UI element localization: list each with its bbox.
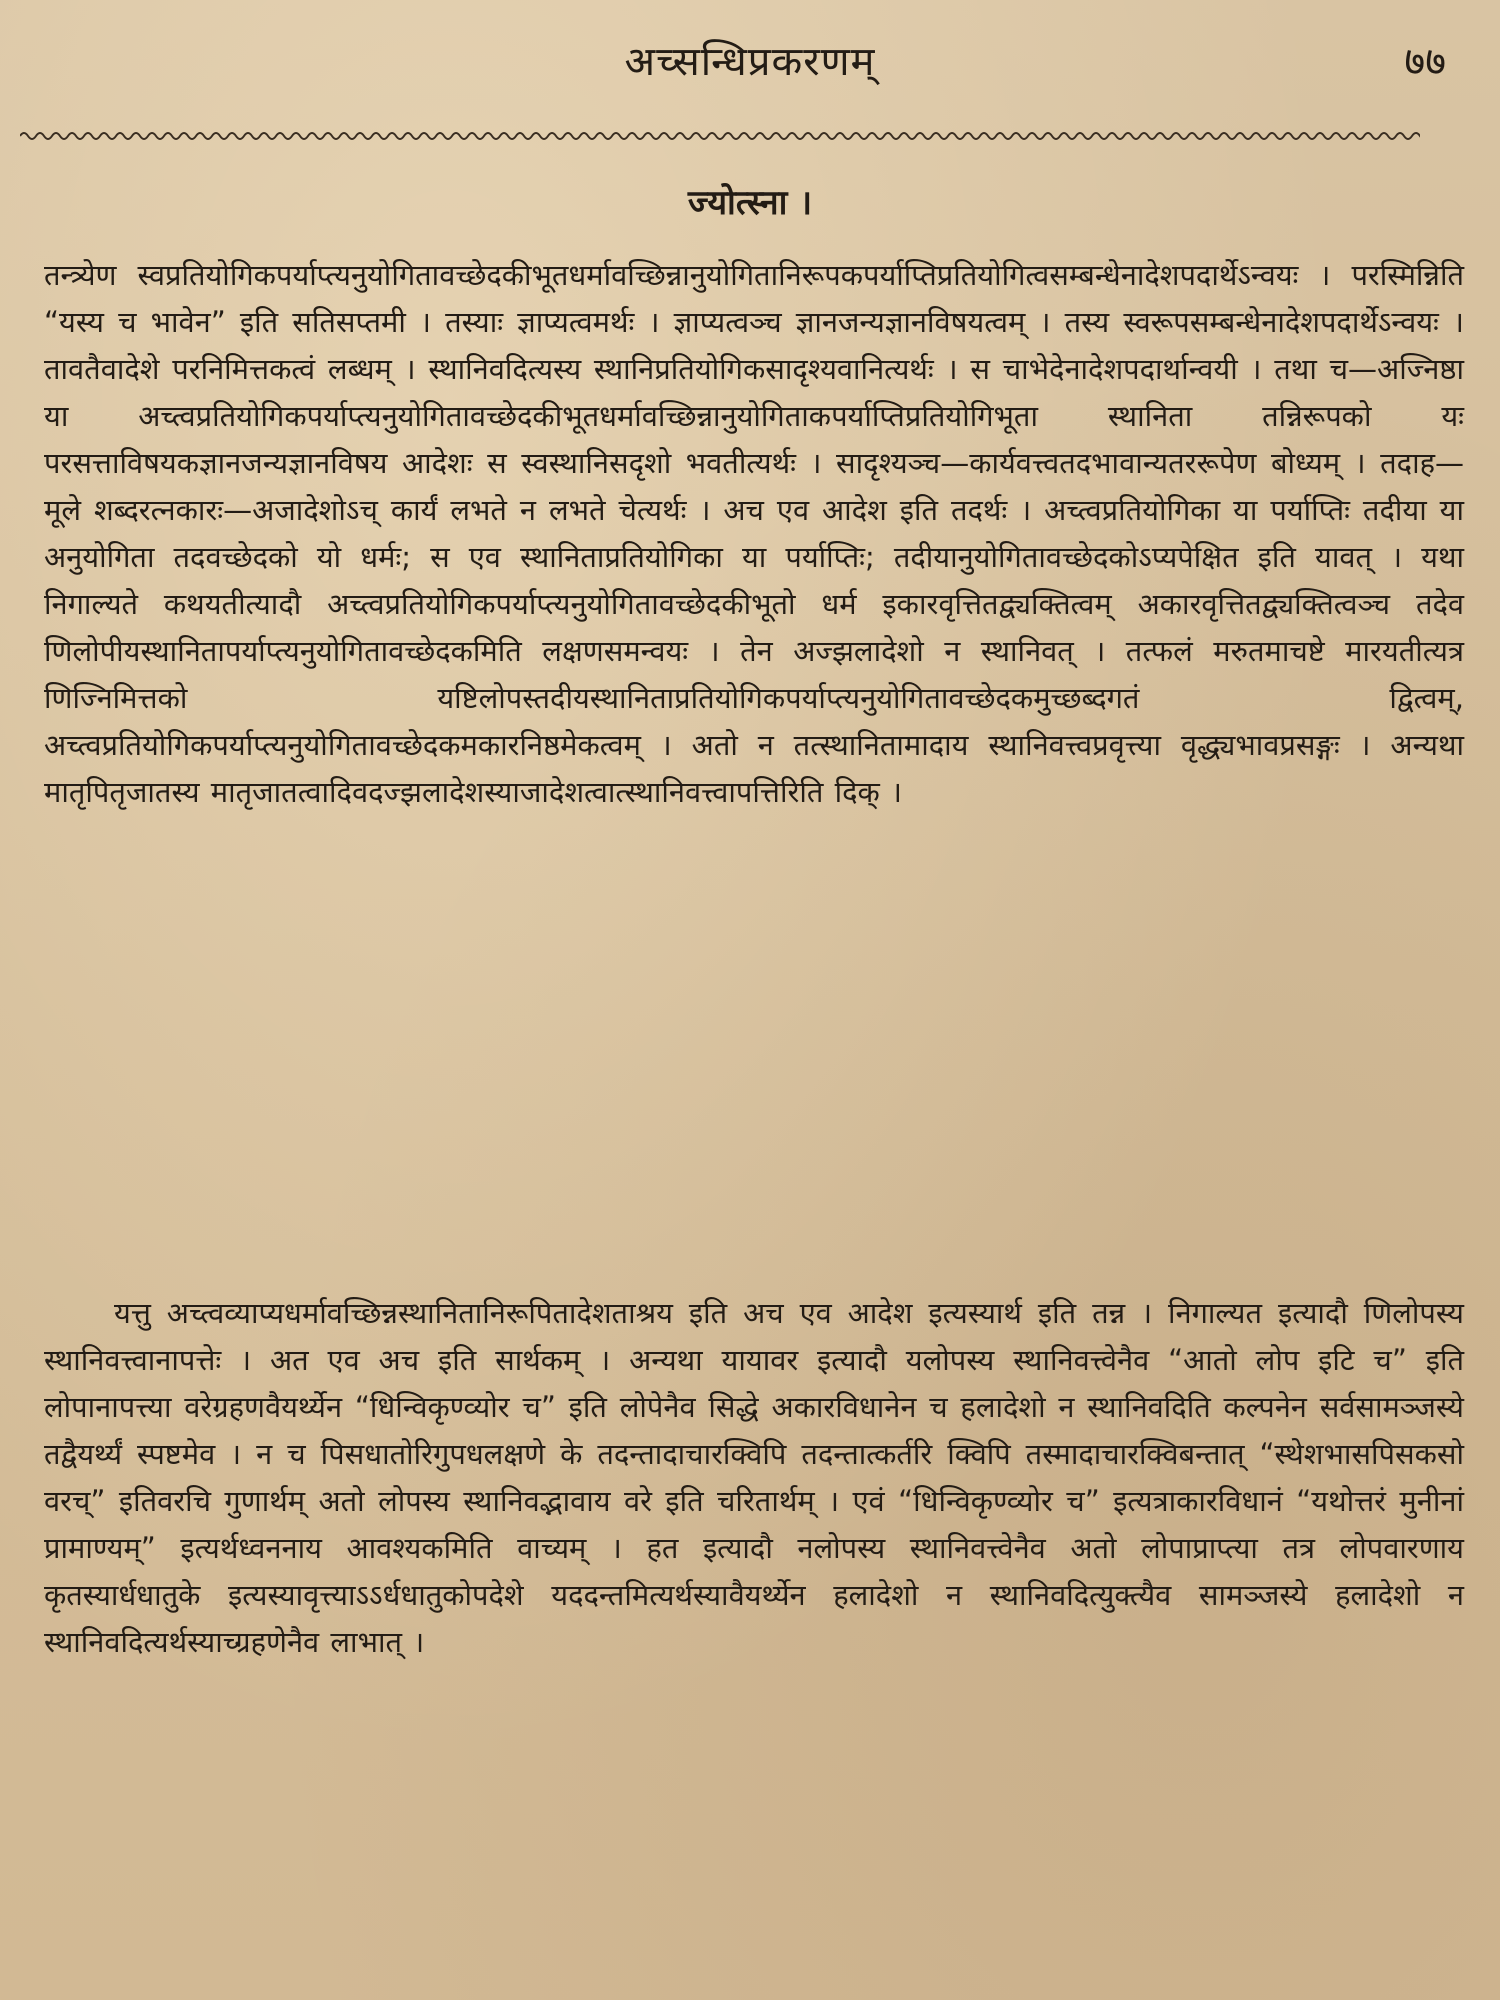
paragraph-2: यत्तु अच्त्वव्याप्यधर्मावच्छिन्नस्थानितानिरूपितादेशताश्रय इति अच एव आदेश इत्यस्यार्थ इति तन्न । निगाल्यत इत्यादौ णिलोपस्य स्थानिवत्त्वानापत्तेः । अत एव अच इति सार्थकम् । अन्यथा यायावर इत्यादौ यलोपस्य स्थानिवत्त्वेनैव “आतो लोप इटि च” इति लोपानापत्त्या वरेग्रहणवैयर्थ्येन “धिन्विकृण्व्योर च” इति लोपेनैव सिद्धे अकारविधानेन च हलादेशो न स्थानिवदिति कल्पनेन सर्वसामञ्जस्ये तद्वैयर्थ्यं स्पष्टमेव । न च पिसधातोरिगुपधलक्षणे के तदन्तादाचारक्विपि तदन्तात्कर्तरि क्विपि तस्मादाचारक्विबन्तात् “स्थेशभासपिसकसो वरच्” इतिवरचि गुणार्थम् अतो लोपस्य स्थानिवद्भावाय वरे इति चरितार्थम् । एवं “धिन्विकृण्व्योर च” इत्यत्राकारविधानं “यथोत्तरं मुनीनां प्रामाण्यम्” इत्यर्थध्वननाय आवश्यकमिति वाच्यम् । हत इत्यादौ नलोपस्य स्थानिवत्त्वेनैव अतो लोपाप्राप्त्या तत्र लोपवारणाय कृतस्यार्धधातुके इत्यस्यावृत्त्याऽऽर्धधातुकोपदेशे यददन्तमित्यर्थस्यावैयर्थ्येन हलादेशो न स्थानिवदित्युक्त्यैव सामञ्जस्ये हलादेशो न स्थानिवदित्यर्थस्याच्ग्रहणेनैव लाभात् ।	[44, 1296, 1464, 1659]
running-head	[0, 26, 1500, 96]
paragraph-1: तन्त्र्येण स्वप्रतियोगिकपर्याप्त्यनुयोगितावच्छेदकीभूतधर्मावच्छिन्नानुयोगितानिरूपकपर्याप्तिप्रतियोगित्वसम्बन्धेनादेशपदार्थेऽन्वयः । परस्मिन्निति “यस्य च भावेन” इति सतिसप्तमी । तस्याः ज्ञाप्यत्वमर्थः । ज्ञाप्यत्वञ्च ज्ञानजन्यज्ञानविषयत्वम् । तस्य स्वरूपसम्बन्धेनादेशपदार्थेऽन्वयः । तावतैवादेशे परनिमित्तकत्वं लब्धम् । स्थानिवदित्यस्य स्थानिप्रतियोगिकसादृश्यवानित्यर्थः । स चाभेदेनादेशपदार्थान्वयी । तथा च—अज्निष्ठा या अच्त्वप्रतियोगिकपर्याप्त्यनुयोगितावच्छेदकीभूतधर्मावच्छिन्नानुयोगिताकपर्याप्तिप्रतियोगिभूता स्थानिता तन्निरूपको यः परसत्ताविषयकज्ञानजन्यज्ञानविषय आदेशः स स्वस्थानिसदृशो भवतीत्यर्थः । सादृश्यञ्च—कार्यवत्त्वतदभावान्यतररूपेण बोध्यम् । तदाह—मूले शब्दरत्नकारः—अजादेशोऽच् कार्यं लभते न लभते चेत्यर्थः । अच एव आदेश इति तदर्थः । अच्त्वप्रतियोगिका या पर्याप्तिः तदीया या अनुयोगिता तदवच्छेदको यो धर्मः; स एव स्थानिताप्रतियोगिका या पर्याप्तिः; तदीयानुयोगितावच्छेदकोऽप्यपेक्षित इति यावत् । यथा निगाल्यते कथयतीत्यादौ अच्त्वप्रतियोगिकपर्याप्त्यनुयोगितावच्छेदकीभूतो धर्म इकारवृत्तितद्व्यक्तित्वम् अकारवृत्तितद्व्यक्तित्वञ्च तदेव णिलोपीयस्थानितापर्याप्त्यनुयोगितावच्छेदकमिति लक्षणसमन्वयः । तेन अज्झलादेशो न स्थानिवत् । तत्फलं मरुतमाचष्टे मारयतीत्यत्र णिज्निमित्तको यष्टिलोपस्तदीयस्थानिताप्रतियोगिकपर्याप्त्यनुयोगितावच्छेदकमुच्छब्दगतं द्वित्वम्, अच्त्वप्रतियोगिकपर्याप्त्यनुयोगितावच्छेदकमकारनिष्ठमेकत्वम् । अतो न तत्स्थानितामादाय स्थानिवत्त्वप्रवृत्त्या वृद्ध्यभावप्रसङ्गः । अन्यथा मातृपितृजातस्य मातृजातत्वादिवदज्झलादेशस्याजादेशत्वात्स्थानिवत्त्वापत्तिरिति दिक् ।	[44, 258, 1464, 809]
wavy-rule-divider	[20, 126, 1420, 146]
section-heading: ज्योत्स्ना ।	[687, 183, 813, 223]
running-title: अच्सन्धिप्रकरणम्	[624, 39, 876, 85]
page-number: ७७	[1404, 39, 1446, 85]
